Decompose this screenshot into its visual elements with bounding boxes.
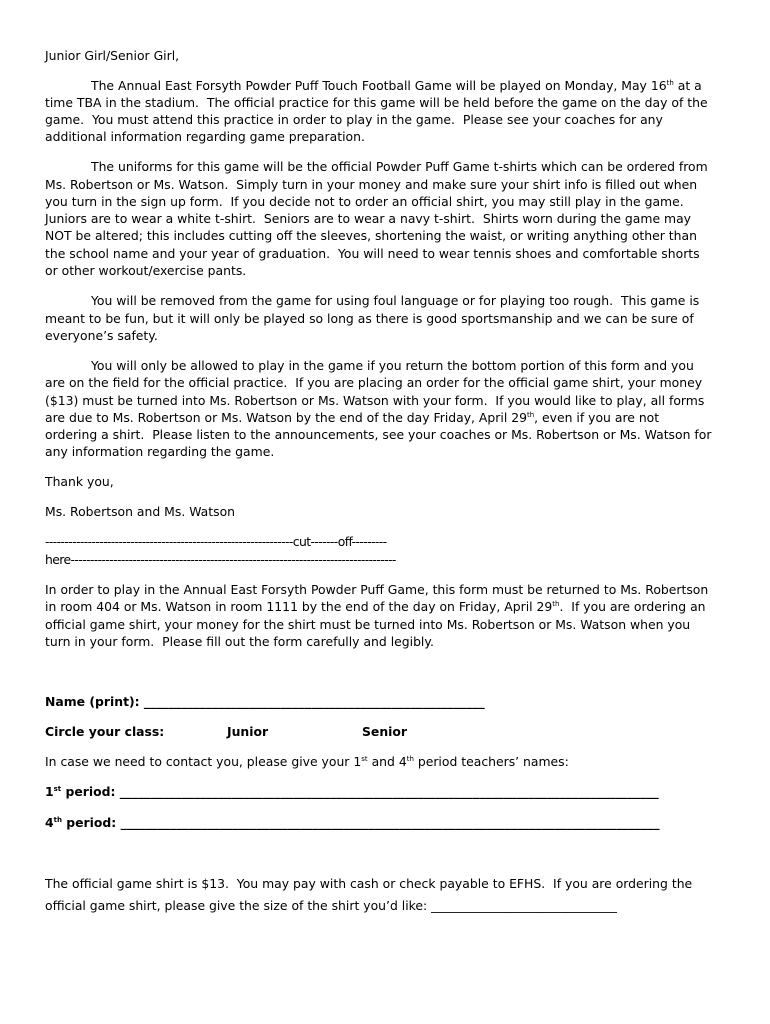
paragraph-2-line-5: NOT be altered; this includes cutting off the sleeves, shortening the waist, or writing anything other than [45,228,697,243]
paragraph-3-line-2: meant to be fun, but it will only be played so long as there is good sportsmanship and we can be sure of [45,311,694,326]
paragraph-1-line-2: time TBA in the stadium. The official practice for this game will be held before the game on the day of the [45,95,708,110]
circle-class-label: Circle your class: [45,724,165,739]
paragraph-2-line-2: Ms. Robertson or Ms. Watson. Simply turn in your money and make sure your shirt info is filled out when [45,177,698,192]
paragraph-3-line-1: You will be removed from the game for using foul language or for playing too rough. This game is [91,293,700,308]
paragraph-4-line-3: ($13) must be turned into Ms. Robertson or Ms. Watson with your form. If you would like to play, all forms [45,393,705,408]
paragraph-5-line-4: turn in your form. Please fill out the form carefully and legibly. [45,634,434,649]
fourth-period-field[interactable]: 4th period: _______________________________________________________________________________________ [45,815,660,830]
paragraph-1-line-4: additional information regarding game preparation. [45,129,365,144]
paragraph-2-line-7: or other workout/exercise pants. [45,263,247,278]
first-period-field[interactable]: 1st period: _______________________________________________________________________________________ [45,784,659,799]
paragraph-1-line-3: game. You must attend this practice in order to play in the game. Please see your coaches for any [45,112,663,127]
signature: Ms. Robertson and Ms. Watson [45,504,235,519]
paragraph-2-line-4: Juniors are to wear a white t-shirt. Seniors are to wear a navy t-shirt. Shirts worn during the game may [45,211,692,226]
shirt-size-field[interactable]: official game shirt, please give the size of the shirt you’d like: ______________________________ [45,898,617,913]
paragraph-5-line-1: In order to play in the Annual East Forsyth Powder Puff Game, this form must be returned to Ms. Robertson [45,582,709,597]
shirt-info-line-1: The official game shirt is $13. You may pay with cash or check payable to EFHS. If you are ordering the [45,876,693,891]
paragraph-5-line-3: official game shirt, your money for the shirt must be turned into Ms. Robertson or Ms. Watson when you [45,617,691,632]
paragraph-5-line-2: in room 404 or Ms. Watson in room 1111 by the end of the day on Friday, April 29th. If you are ordering an [45,599,706,614]
cut-line-1: ----------------------------------------------------------------cut-------off--------- [45,534,387,549]
paragraph-4-line-1: You will only be allowed to play in the game if you return the bottom portion of this form and you [91,358,694,373]
paragraph-4-line-6: any information regarding the game. [45,444,275,459]
paragraph-2-line-6: the school name and your year of graduation. You will need to wear tennis shoes and comfortable shorts [45,246,700,261]
closing: Thank you, [45,474,114,489]
paragraph-1-line-1: The Annual East Forsyth Powder Puff Touch Football Game will be played on Monday, May 16th at a [91,78,702,93]
salutation: Junior Girl/Senior Girl, [45,48,180,63]
paragraph-2-line-3: you turn in the sign up form. If you decide not to order an official shirt, you may still play in the game. [45,194,684,209]
paragraph-2-line-1: The uniforms for this game will be the official Powder Puff Game t-shirts which can be ordered from [91,159,708,174]
cut-line-2: here------------------------------------------------------------------------------------ [45,552,396,567]
contact-instruction: In case we need to contact you, please give your 1st and 4th period teachers’ names: [45,754,569,769]
paragraph-4-line-5: ordering a shirt. Please listen to the announcements, see your coaches or Ms. Robertson or Ms. Watson for [45,427,712,442]
name-print-field[interactable]: Name (print): _______________________________________________________ [45,694,485,709]
class-option-junior[interactable]: Junior [227,724,269,739]
paragraph-4-line-4: are due to Ms. Robertson or Ms. Watson by the end of the day Friday, April 29th, even if you are not [45,410,660,425]
paragraph-3-line-3: everyone’s safety. [45,328,158,343]
paragraph-4-line-2: are on the field for the official practice. If you are placing an order for the official game shirt, your money [45,375,703,390]
class-option-senior[interactable]: Senior [362,724,408,739]
